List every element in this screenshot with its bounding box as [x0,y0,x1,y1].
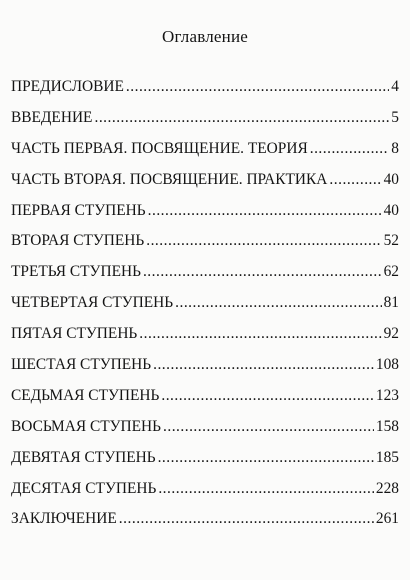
toc-entry-label: ДЕСЯТАЯ СТУПЕНЬ [11,479,157,497]
toc-entry [11,510,399,541]
toc-entry [11,325,399,356]
toc-entry-page: 40 [383,170,399,188]
dot-leader [329,171,381,189]
dot-leader [146,232,381,250]
toc-entry [11,109,399,140]
toc-entry-label: ВОСЬМАЯ СТУПЕНЬ [11,417,161,435]
toc-entry-page: 4 [391,78,399,95]
toc-entry [11,263,399,294]
toc-entry-page: 123 [375,386,399,404]
toc-entry [11,449,399,480]
toc-entry-label: ПЕРВАЯ СТУПЕНЬ [11,201,146,219]
toc-entry [11,78,399,109]
toc-entry-label: ДЕВЯТАЯ СТУПЕНЬ [11,448,156,466]
toc-entry-label: ПЯТАЯ СТУПЕНЬ [11,325,138,343]
toc-entry [11,356,399,387]
dot-leader [148,202,382,220]
toc-entry-page: 40 [383,201,399,219]
toc-entry-page: 52 [383,232,399,250]
toc-entry-label: ТРЕТЬЯ СТУПЕНЬ [11,263,141,281]
toc-entry-label: ЧАСТЬ ВТОРАЯ. ПОСВЯЩЕНИЕ. ПРАКТИКА [11,170,328,188]
toc-entry-label: СЕДЬМАЯ СТУПЕНЬ [11,386,160,404]
toc-entry-label: ВТОРАЯ СТУПЕНЬ [11,232,145,250]
dot-leader [310,140,390,158]
toc-entry-page: 185 [375,448,399,466]
dot-leader [143,263,382,281]
toc-entry-page: 158 [375,417,399,435]
toc-entry-label: ЧАСТЬ ПЕРВАЯ. ПОСВЯЩЕНИЕ. ТЕОРИЯ [11,139,308,157]
toc-title: Оглавление [162,27,248,46]
dot-leader [158,449,374,467]
dot-leader [139,325,381,343]
toc-entry-label: ВВЕДЕНИЕ [11,108,93,126]
toc-entry-page: 92 [383,325,399,343]
toc-entry-page: 62 [383,263,399,281]
dot-leader [175,294,381,312]
toc-entry [11,202,399,233]
toc-entry [11,480,399,511]
toc-entry-label: ПРЕДИСЛОВИЕ [11,78,124,95]
toc-entry [11,294,399,325]
toc-entry-page: 228 [375,479,399,497]
toc-entry-label: ЧЕТВЕРТАЯ СТУПЕНЬ [11,294,174,312]
toc-entry-label: ШЕСТАЯ СТУПЕНЬ [11,356,152,374]
toc-entry [11,140,399,171]
dot-leader [153,356,374,374]
dot-leader [119,510,374,528]
toc-entry [11,418,399,449]
dot-leader [158,480,374,498]
toc-entry-page: 5 [391,108,399,126]
dot-leader [126,78,389,96]
toc-entry-page: 81 [383,294,399,312]
dot-leader [163,418,374,436]
toc-entry [11,232,399,263]
toc-entry [11,387,399,418]
table-of-contents [11,78,399,541]
toc-entry-page: 261 [375,510,399,528]
dot-leader [94,109,389,127]
toc-entry-label: ЗАКЛЮЧЕНИЕ [11,510,117,528]
toc-entry-page: 8 [391,139,399,157]
toc-entry [11,171,399,202]
toc-entry-page: 108 [375,356,399,374]
dot-leader [161,387,374,405]
